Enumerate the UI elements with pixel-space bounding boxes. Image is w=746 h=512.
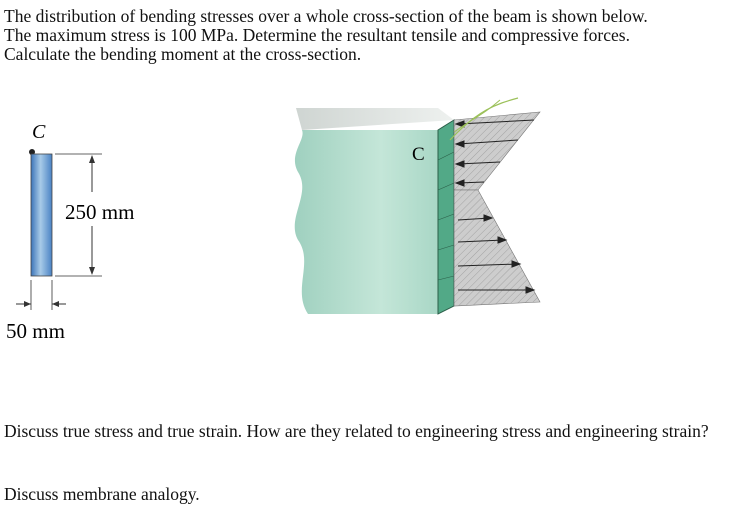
cross-section-centroid-label: C [32, 121, 46, 143]
width-label: 50 mm [6, 319, 65, 343]
height-label: 250 mm [65, 200, 135, 224]
height-arrow-top [89, 155, 95, 163]
question-2-text: Discuss true stress and true strain. How are they related to engineering stress and engineering strain? [4, 421, 709, 441]
question-1-text [4, 7, 648, 64]
width-arrow-right [52, 301, 59, 307]
height-arrow-bottom [89, 267, 95, 275]
beam-stress-figure [278, 90, 568, 340]
beam-top-face [296, 108, 454, 130]
question-3-text: Discuss membrane analogy. [4, 484, 200, 504]
question-1-line-2: The maximum stress is 100 MPa. Determine the resultant tensile and compressive forces. [4, 25, 630, 45]
width-arrow-left [24, 301, 31, 307]
question-1-line-3: Calculate the bending moment at the cross-section. [4, 44, 362, 64]
question-1-line-1: The distribution of bending stresses over a whole cross-section of the beam is shown below. [4, 6, 648, 26]
cross-section-bar [31, 154, 52, 276]
cross-section-figure [0, 112, 200, 352]
beam-centroid-label: C [412, 144, 425, 165]
